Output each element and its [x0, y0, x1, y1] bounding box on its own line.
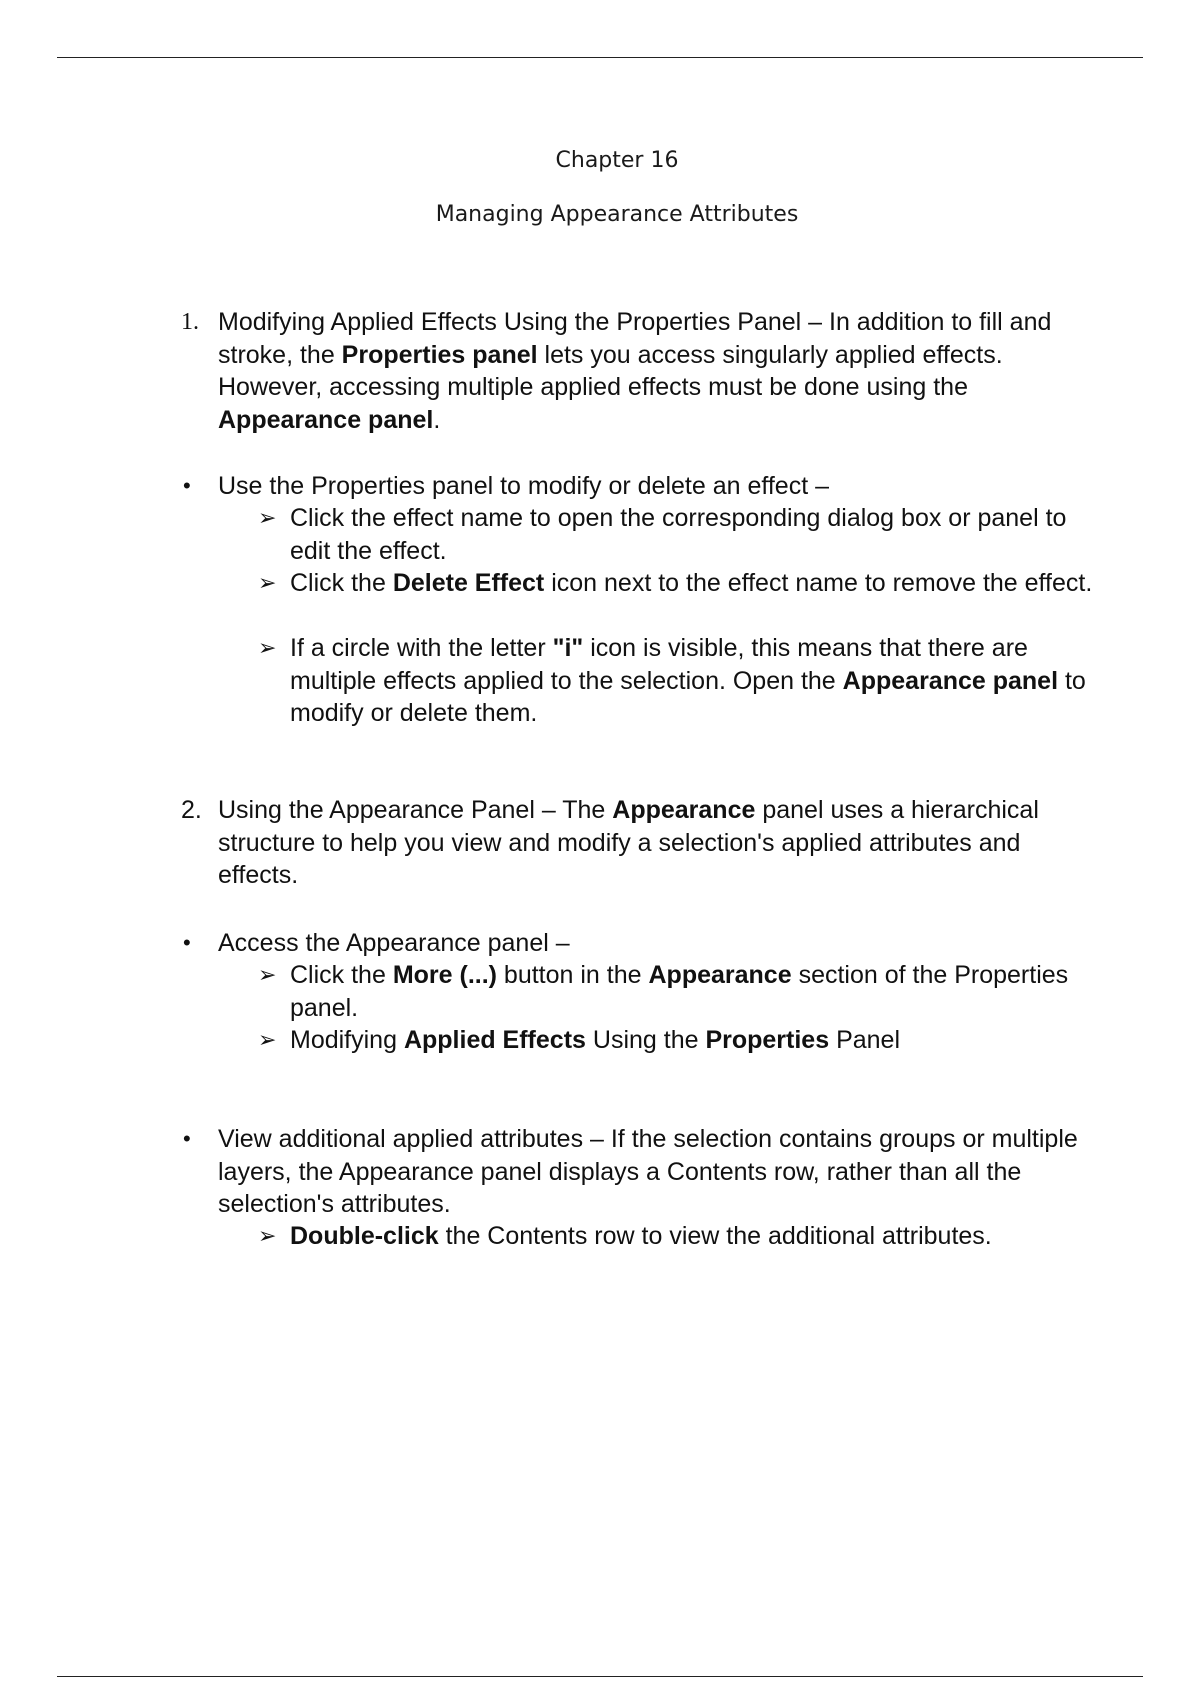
bullet-1-subitem-2-text-a: Click the [290, 569, 393, 597]
bullet-2-subitem-1-text-a: Click the [290, 961, 393, 989]
section-1-text-c: . [433, 405, 441, 434]
bullet-1-subitem-1 [258, 502, 1100, 567]
section-2-paragraph [181, 794, 1098, 892]
section-2-text-b: panel uses a hierarchical structure to help you view and modify a selection's applied attributes and effects. [218, 796, 1039, 889]
bullet-2-marker: • [183, 930, 191, 955]
bullet-1-subitem-3-bold-a: "i" [552, 634, 584, 662]
bullet-1-subitem-3-text-c: to modify or delete them. [290, 666, 1086, 727]
section-2-number: 2. [181, 796, 202, 824]
section-1-bold-a: Properties panel [341, 340, 538, 369]
bullet-2-text: Access the Appearance panel – [218, 929, 570, 957]
section-2-text-a: Using the Appearance Panel – The [218, 796, 613, 824]
bullet-1-subitem-3-text-a: If a circle with the letter [290, 634, 553, 662]
bullet-2-subitem-2-bold-a: Applied Effects [403, 1026, 586, 1054]
bullet-2-subitem-2-text-b: Using the [585, 1026, 706, 1054]
arrow-icon: ➢ [258, 635, 277, 660]
bullet-1-subitem-3-text-b: icon is visible, this means that there are multiple effects applied to the selection. Open the [290, 634, 1028, 695]
bullet-2-subitem-2-text-a: Modifying [290, 1026, 404, 1054]
section-1-number: 1. [181, 309, 199, 335]
bullet-1-subitem-2-bold: Delete Effect [392, 569, 545, 597]
arrow-icon: ➢ [258, 505, 277, 530]
bullet-2 [183, 927, 1098, 960]
bullet-2-subitem-1-bold-a: More (...) [392, 961, 497, 989]
bullet-3 [183, 1123, 1098, 1221]
arrow-icon: ➢ [258, 962, 277, 987]
bullet-1-subitem-3-bold-b: Appearance panel [842, 666, 1059, 695]
bullet-1-subitem-2 [258, 567, 1100, 600]
bullet-1-subitem-1-text: Click the effect name to open the corresponding dialog box or panel to edit the effect. [290, 504, 1067, 565]
section-1-bold-b: Appearance panel [218, 405, 434, 434]
bullet-2-subitem-1-text-b: button in the [496, 961, 649, 989]
arrow-icon: ➢ [258, 1027, 277, 1052]
chapter-number: Chapter 16 [555, 148, 679, 173]
bullet-2-subitem-2-text-c: Panel [829, 1026, 901, 1054]
bullet-1-text: Use the Properties panel to modify or delete an effect – [218, 472, 830, 500]
bullet-2-subitem-1-text-c: section of the Properties panel. [290, 961, 1069, 1022]
section-1-paragraph [181, 306, 1098, 436]
bullet-3-text: View additional applied attributes – If the selection contains groups or multiple layers, the Appearance panel displays a Contents row, rather than all the selection's attributes. [218, 1125, 1078, 1218]
arrow-icon: ➢ [258, 570, 277, 595]
bullet-1-subitem-3 [258, 632, 1100, 730]
top-rule [57, 57, 1143, 58]
chapter-title: Managing Appearance Attributes [435, 202, 799, 227]
bullet-3-marker: • [183, 1126, 191, 1151]
bottom-rule [57, 1676, 1143, 1677]
arrow-icon: ➢ [258, 1223, 277, 1248]
section-1-text-b: lets you access singularly applied effects. However, accessing multiple applied effects must be done using the [218, 340, 1003, 401]
bullet-1 [183, 470, 1098, 503]
bullet-2-subitem-1 [258, 959, 1100, 1024]
bullet-3-subitem-1-text: the Contents row to view the additional attributes. [438, 1222, 992, 1250]
bullet-3-subitem-1-bold: Double-click [290, 1222, 439, 1250]
bullet-3-subitem-1 [258, 1220, 1100, 1253]
bullet-2-subitem-2 [258, 1024, 1100, 1057]
section-2-bold: Appearance [612, 796, 756, 824]
bullet-1-marker: • [183, 473, 191, 498]
bullet-1-subitem-2-text-b: icon next to the effect name to remove the effect. [544, 569, 1093, 597]
section-1-text-a: Modifying Applied Effects Using the Properties Panel – In addition to fill and stroke, the [218, 308, 1052, 369]
bullet-2-subitem-1-bold-b: Appearance [648, 961, 792, 989]
bullet-2-subitem-2-bold-b: Properties [705, 1026, 830, 1054]
